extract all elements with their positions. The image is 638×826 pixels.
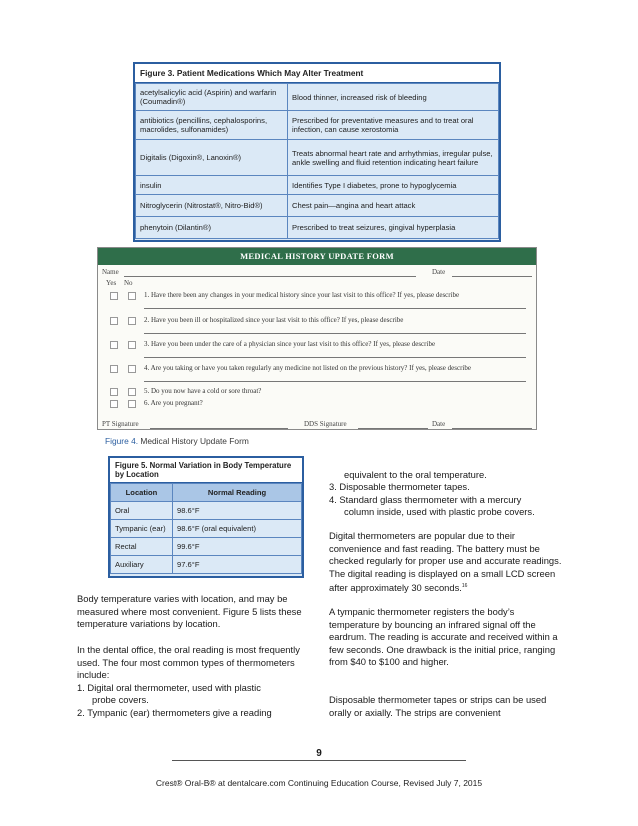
- figure4-text: Medical History Update Form: [138, 436, 249, 446]
- figure3-table: [133, 62, 501, 242]
- yes-checkbox[interactable]: [110, 365, 118, 373]
- drug-cell: Nitroglycerin (Nitrostat®, Nitro-Bid®): [136, 195, 288, 217]
- table-row: [136, 176, 499, 195]
- digital-paragraph: [329, 530, 565, 595]
- answer-line: [144, 357, 526, 358]
- footer-divider: [172, 760, 466, 761]
- no-checkbox[interactable]: [128, 341, 136, 349]
- name-label: Name: [102, 268, 119, 276]
- footer-text: Crest® Oral-B® at dentalcare.com Continuing Education Course, Revised July 7, 2015: [155, 778, 483, 788]
- drug-cell: acetylsalicylic acid (Aspirin) and warfarin (Coumadin®): [136, 84, 288, 111]
- figure3-title: Figure 3. Patient Medications Which May Alter Treatment: [135, 64, 499, 83]
- medical-history-form: [97, 247, 537, 430]
- table-row: [136, 84, 499, 111]
- date-line-bottom: [452, 428, 532, 429]
- table-row: [136, 217, 499, 239]
- table-row: [111, 538, 302, 556]
- reading-cell: 97.6°F: [173, 556, 302, 574]
- table-row: [136, 140, 499, 176]
- effect-cell: Prescribed to treat seizures, gingival hyperplasia: [288, 217, 499, 239]
- answer-line: [144, 381, 526, 382]
- drug-cell: insulin: [136, 176, 288, 195]
- question-5: 5. Do you now have a cold or sore throat?: [144, 387, 262, 395]
- date-label: Date: [432, 268, 446, 276]
- yes-checkbox[interactable]: [110, 400, 118, 408]
- pt-signature-line: [150, 428, 288, 429]
- question-6: 6. Are you pregnant?: [144, 399, 203, 407]
- question-2: 2. Have you been ill or hospitalized since your last visit to this office? If yes, please describe: [144, 316, 404, 324]
- medications-table: [135, 83, 499, 239]
- date-line: [452, 276, 532, 277]
- tympanic-paragraph: A tympanic thermometer registers the body’s temperature by bouncing an infrared signal off the eardrum. The reading is accurate and received within a few seconds. One drawback is the initial price, ranging from $40 to $100 and higher.: [329, 606, 558, 668]
- figure4-caption: [105, 436, 249, 446]
- list-item-1-cont: probe covers.: [92, 694, 149, 705]
- pt-signature-label: PT Signature: [102, 420, 139, 428]
- reading-cell: 99.6°F: [173, 538, 302, 556]
- list-item-4-cont: column inside, used with plastic probe covers.: [344, 506, 535, 517]
- no-checkbox[interactable]: [128, 388, 136, 396]
- table-header-row: [111, 484, 302, 502]
- question-1: 1. Have there been any changes in your medical history since your last visit to this office? If yes, please describe: [144, 291, 460, 299]
- dds-signature-line: [358, 428, 428, 429]
- answer-line: [144, 308, 526, 309]
- question-3: 3. Have you been under the care of a physician since your last visit to this office? If yes, please describe: [144, 340, 436, 348]
- yes-checkbox[interactable]: [110, 292, 118, 300]
- no-checkbox[interactable]: [128, 365, 136, 373]
- list-item-1: 1. Digital oral thermometer, used with plastic: [77, 682, 261, 693]
- table-row: [136, 111, 499, 140]
- temperature-table: [110, 483, 302, 574]
- drug-cell: Digitalis (Digoxin®, Lanoxin®): [136, 140, 288, 176]
- no-checkbox[interactable]: [128, 400, 136, 408]
- name-line: [124, 276, 416, 277]
- table-row: [111, 520, 302, 538]
- no-checkbox[interactable]: [128, 317, 136, 325]
- location-cell: Oral: [111, 502, 173, 520]
- location-cell: Auxiliary: [111, 556, 173, 574]
- table-row: [136, 195, 499, 217]
- list-item-3: 3. Disposable thermometer tapes.: [329, 481, 470, 492]
- drug-cell: phenytoin (Dilantin®): [136, 217, 288, 239]
- location-cell: Rectal: [111, 538, 173, 556]
- left-paragraph-1: Body temperature varies with location, and may be measured where most convenient. Figure 5 lists these temperature variations by location.: [77, 593, 302, 630]
- list-item-2-cont: equivalent to the oral temperature.: [344, 469, 487, 480]
- answer-line: [144, 333, 526, 334]
- effect-cell: Blood thinner, increased risk of bleeding: [288, 84, 499, 111]
- column-header: Location: [111, 484, 173, 502]
- digital-text: Digital thermometers are popular due to their convenience and fast reading. The battery must be checked regularly for proper use and accurate readings. The digital reading is displayed on a small LCD screen after approximately 30 seconds.: [329, 530, 562, 594]
- table-row: [111, 502, 302, 520]
- figure5-title: Figure 5. Normal Variation in Body Temperature by Location: [110, 458, 302, 483]
- effect-cell: Chest pain—angina and heart attack: [288, 195, 499, 217]
- page-number: 9: [316, 748, 322, 759]
- footnote-ref: 16: [461, 583, 468, 590]
- question-4: 4. Are you taking or have you taken regularly any medicine not listed on the previous history? If yes, please describe: [144, 364, 471, 372]
- effect-cell: Treats abnormal heart rate and arrhythmias, irregular pulse, ankle swelling and fluid retention indicating heart failure: [288, 140, 499, 176]
- figure4-label: Figure 4.: [105, 436, 139, 446]
- yes-checkbox[interactable]: [110, 341, 118, 349]
- form-banner: MEDICAL HISTORY UPDATE FORM: [98, 248, 536, 265]
- disposable-paragraph: Disposable thermometer tapes or strips can be used orally or axially. The strips are convenient: [329, 694, 547, 718]
- dds-signature-label: DDS Signature: [304, 420, 347, 428]
- yes-header: Yes: [106, 279, 117, 287]
- reading-cell: 98.6°F: [173, 502, 302, 520]
- reading-cell: 98.6°F (oral equivalent): [173, 520, 302, 538]
- left-paragraph-2: In the dental office, the oral reading is most frequently used. The four most common types of thermometers include:: [77, 644, 300, 681]
- table-row: [111, 556, 302, 574]
- date-label-bottom: Date: [432, 420, 446, 428]
- yes-checkbox[interactable]: [110, 388, 118, 396]
- list-item-2: 2. Tympanic (ear) thermometers give a reading: [77, 707, 272, 718]
- effect-cell: Identifies Type I diabetes, prone to hypoglycemia: [288, 176, 499, 195]
- location-cell: Tympanic (ear): [111, 520, 173, 538]
- drug-cell: antibiotics (pencillins, cephalosporins, macrolides, sulfonamides): [136, 111, 288, 140]
- column-header: Normal Reading: [173, 484, 302, 502]
- list-item-4: 4. Standard glass thermometer with a mercury: [329, 494, 522, 505]
- figure5-table: [108, 456, 304, 578]
- yes-checkbox[interactable]: [110, 317, 118, 325]
- effect-cell: Prescribed for preventative measures and to treat oral infection, can cause xerostomia: [288, 111, 499, 140]
- no-header: No: [124, 279, 133, 287]
- no-checkbox[interactable]: [128, 292, 136, 300]
